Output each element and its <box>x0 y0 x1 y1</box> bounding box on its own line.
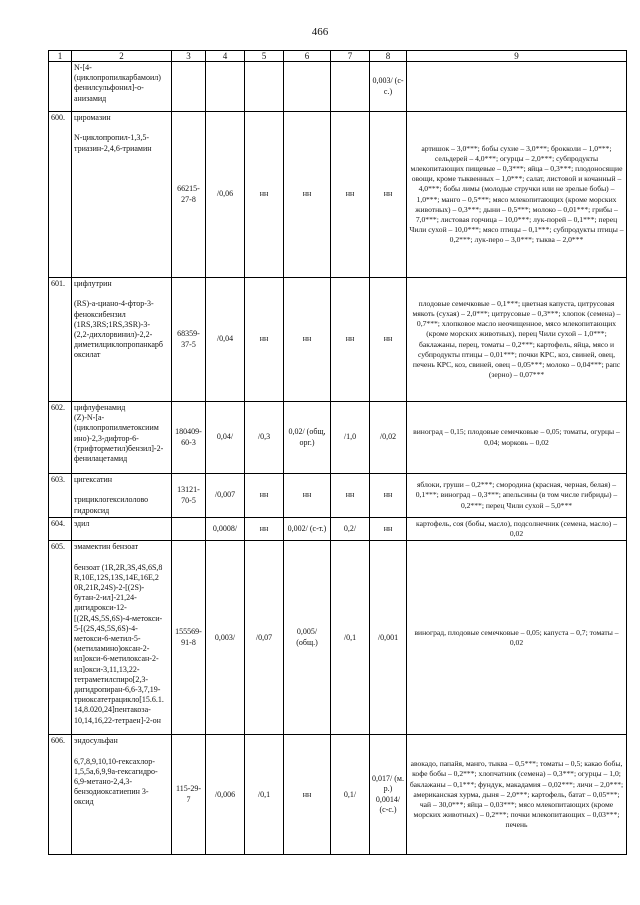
products-limits <box>407 62 627 112</box>
substance-name-line: анизамид <box>74 93 107 103</box>
substance-name-line: циромазин <box>74 113 111 122</box>
value-col-7: 0,1/ <box>331 735 370 855</box>
value-col-6: нн <box>284 474 331 518</box>
substance-name-line <box>74 123 169 133</box>
column-header: 6 <box>284 51 331 62</box>
column-header: 4 <box>206 51 245 62</box>
table-row <box>49 474 627 518</box>
substance-name-line <box>74 746 169 756</box>
residue-table <box>48 50 627 855</box>
substance-name-line: гидроксид <box>74 505 110 515</box>
value-col-6: нн <box>284 278 331 402</box>
substance-name-line: фенилсульфонил]-о- <box>74 83 144 93</box>
substance-name-line: диметилциклопропанкарб <box>74 340 163 350</box>
value-col-5: нн <box>245 474 284 518</box>
substance-name-line: трициклогексилолово <box>74 495 149 505</box>
value-col-6: 0,002/ (с-т.) <box>284 518 331 541</box>
substance-name-line: ил]окси-3,11,13,22- <box>74 664 140 674</box>
substance-name-line: (2,2-дихлорвинил)-2,2- <box>74 330 153 340</box>
substance-name-line: ил]окси-6-метилоксан-2- <box>74 654 159 664</box>
substance-name <box>72 278 172 402</box>
substance-name-line: бензодиоксатиепин 3- <box>74 787 149 797</box>
substance-name <box>72 402 172 474</box>
substance-name-line: (RS)-а-циано-4-фтор-3- <box>74 299 154 309</box>
cas-number: 68359-37-5 <box>172 278 206 402</box>
substance-name-line: цигексатин <box>74 475 113 484</box>
substance-name-line: тетраметилспиро[2,3- <box>74 674 149 684</box>
value-col-5: /0,07 <box>245 541 284 735</box>
row-number: 601. <box>49 278 72 402</box>
value-col-5: нн <box>245 112 284 278</box>
substance-name-line: R,10E,12S,13S,14E,16E,2 <box>74 572 159 582</box>
substance-name-line: эдил <box>74 519 90 528</box>
substance-name-line: бутан-2-ил]-21,24- <box>74 593 137 603</box>
table-row <box>49 62 627 112</box>
substance-name-line: 0R,21R,24S)-2-[(2S)- <box>74 583 145 592</box>
table-body <box>49 62 627 855</box>
value-col-5: /0,1 <box>245 735 284 855</box>
value-col-4 <box>206 62 245 112</box>
value-col-6: 0,02/ (общ, орг.) <box>284 402 331 474</box>
substance-name-line: [(2R,4S,5S,6S)-4-метокси- <box>74 613 163 623</box>
cas-number: 155569-91-8 <box>172 541 206 735</box>
products-limits: яблоки, груши – 0,2***; смородина (красная, черная, белая) – 0,1***; виноград – 0,3***; апельсины (в том числе гибриды) – 0,2***; перец Чили сухой – 5,0*** <box>407 474 627 518</box>
products-limits: виноград – 0,15; плодовые семечковые – 0,05; томаты, огурцы – 0,04; морковь – 0,02 <box>407 402 627 474</box>
value-col-5: /0,3 <box>245 402 284 474</box>
row-number <box>49 62 72 112</box>
substance-name-line: 14,8.020,24]пентакоза- <box>74 705 151 715</box>
substance-name-line: триазин-2,4,6-триамин <box>74 143 152 153</box>
substance-name-line <box>74 485 169 495</box>
substance-name-line: (Z)-N-[а- <box>74 413 105 423</box>
cas-number: 66215-27-8 <box>172 112 206 278</box>
substance-name-line: дигидрокси-12- <box>74 603 127 613</box>
value-col-4: /0,06 <box>206 112 245 278</box>
column-header: 5 <box>245 51 284 62</box>
substance-name-line: оксилат <box>74 350 101 360</box>
substance-name-line: (1RS,3RS;1RS,3SR)-3- <box>74 319 151 329</box>
value-col-7: /0,1 <box>331 541 370 735</box>
substance-name-line: 6,7,8,9,10,10-гексахлор- <box>74 756 155 766</box>
value-col-6 <box>284 62 331 112</box>
column-header: 8 <box>370 51 407 62</box>
substance-name-line: эмамектин бензоат <box>74 542 139 552</box>
substance-name <box>72 62 172 112</box>
value-col-8: 0,003/ (с-с.) <box>370 62 407 112</box>
value-col-8: нн <box>370 474 407 518</box>
column-header: 7 <box>331 51 370 62</box>
substance-name <box>72 474 172 518</box>
value-col-8: /0,001 <box>370 541 407 735</box>
value-col-7: нн <box>331 112 370 278</box>
substance-name-line: цифлутрин <box>74 279 112 288</box>
substance-name <box>72 541 172 735</box>
cas-number: 115-29-7 <box>172 735 206 855</box>
substance-name <box>72 735 172 855</box>
header-row <box>49 51 627 62</box>
value-col-8: /0,02 <box>370 402 407 474</box>
substance-name-line: фенилацетамид <box>74 454 128 464</box>
value-col-4: /0,006 <box>206 735 245 855</box>
substance-name-line: (циклопропилметоксиим <box>74 423 159 433</box>
value-col-7: 0,2/ <box>331 518 370 541</box>
row-number: 602. <box>49 402 72 474</box>
row-number: 604. <box>49 518 72 541</box>
value-col-8: 0,017/ (м. р.) 0,0014/ (с-с.) <box>370 735 407 855</box>
value-col-4: 0,0008/ <box>206 518 245 541</box>
substance-name-line <box>74 289 169 299</box>
table-row <box>49 278 627 402</box>
substance-name-line: (метиламино)оксан-2- <box>74 644 150 654</box>
substance-name-line: 6,9-метано-2,4,3- <box>74 777 133 786</box>
products-limits: плодовые семечковые – 0,1***; цветная капуста, цитрусовая мякоть (сухая) – 2,0***; цитрусовые – 0,3***; хлопок (семена) – 0,7***; хлопковое масло неочищенное, мясо млекопитающих (кроме морских животных), перец Чили сухой – 1,0***; баклажаны, перец, томаты – 0,2***; картофель, яйца, мясо и субпродукты птицы – 0,01***; почки КРС, коз, свиней, овец, печень КРС, коз, свиней, овец – 0,05***; молоко – 0,04***; рапс (зерно) – 0,07*** <box>407 278 627 402</box>
table-row <box>49 735 627 855</box>
products-limits: артишок – 3,0***; бобы сухие – 3,0***; брокколи – 1,0***; сельдерей – 4,0***; огурцы – 2,0***; субпродукты млекопитающих пищевые – 0,3***; яйца – 0,3***; плодоносящие овощи, кроме тыквенных – 1,0***; салат, листовой и кочанный – 4,0***; бобы лимы (молодые стручки или не зрелые бобы) – 1,0***; манго – 0,5***; мясо млекопитающих (кроме морских животных) – 0,3***; дыни – 0,5***; молоко – 0,01***; грибы – 7,0***; листовая горчица – 10,0***; лук-порей – 0,1***; перец Чили сухой – 10,0***; мясо птицы – 0,1***; субпродукты птицы – 0,2***; лук-перо – 3,0***; тыква – 2,0*** <box>407 112 627 278</box>
cas-number <box>172 62 206 112</box>
substance-name-line: 10,14,16,22-тетраен]-2-он <box>74 715 161 725</box>
products-limits: виноград, плодовые семечковые – 0,05; капуста – 0,7; томаты – 0,02 <box>407 541 627 735</box>
substance-name-line: 5-[(2S,4S,5S,6S)-4- <box>74 623 138 633</box>
row-number: 600. <box>49 112 72 278</box>
value-col-6: нн <box>284 735 331 855</box>
value-col-4: 0,04/ <box>206 402 245 474</box>
row-number: 603. <box>49 474 72 518</box>
substance-name <box>72 112 172 278</box>
substance-name-line: оксид <box>74 797 94 807</box>
page-number: 466 <box>311 26 329 38</box>
substance-name-line: N-[4- <box>74 63 92 72</box>
value-col-8: нн <box>370 518 407 541</box>
cas-number <box>172 518 206 541</box>
table-row <box>49 541 627 735</box>
value-col-7: нн <box>331 278 370 402</box>
value-col-7: нн <box>331 474 370 518</box>
substance-name-line: дигидропиран-6,6-3,7,19- <box>74 685 161 695</box>
substance-name-line: метокси-6-метил-5- <box>74 634 141 644</box>
value-col-7 <box>331 62 370 112</box>
value-col-7: /1,0 <box>331 402 370 474</box>
value-col-5 <box>245 62 284 112</box>
value-col-8: нн <box>370 112 407 278</box>
column-header: 9 <box>407 51 627 62</box>
value-col-4: 0,003/ <box>206 541 245 735</box>
cas-number: 13121-70-5 <box>172 474 206 518</box>
substance-name-line: (циклопропилкарбамоил) <box>74 73 161 83</box>
row-number: 606. <box>49 735 72 855</box>
value-col-5: нн <box>245 518 284 541</box>
substance-name-line: ино)-2,3-дифтор-6- <box>74 433 139 443</box>
value-col-4: /0,007 <box>206 474 245 518</box>
row-number: 605. <box>49 541 72 735</box>
value-col-6: нн <box>284 112 331 278</box>
substance-name-line: феноксибензил <box>74 309 126 319</box>
substance-name <box>72 518 172 541</box>
value-col-6: 0,005/ (общ.) <box>284 541 331 735</box>
products-limits: авокадо, папайя, манго, тыква – 0,5***; томаты – 0,5; какао бобы, кофе бобы – 0,2***; хлопчатник (семена) – 0,3***; огурцы – 1,0; баклажаны – 0,1***; фундук, макадамия – 0,02***; личи – 2,0***; американская хурма, дыня – 2,0***; картофель, батат – 0,05***; чай – 30,0***; яйца – 0,03***; мясо млекопитающих (кроме морских животных) – 0,2***; почки млекопитающих – 0,03***; печень <box>407 735 627 855</box>
substance-name-line: триоксатетрацикло[15.6.1. <box>74 695 164 705</box>
column-header: 2 <box>72 51 172 62</box>
substance-name-line: 1,5,5a,6,9,9a-гексагидро- <box>74 766 158 776</box>
substance-name-line: (трифторметил)бензил]-2- <box>74 443 164 453</box>
substance-name-line <box>74 552 169 562</box>
cas-number: 180409-60-3 <box>172 402 206 474</box>
value-col-8: нн <box>370 278 407 402</box>
table-row <box>49 402 627 474</box>
value-col-5: нн <box>245 278 284 402</box>
products-limits: картофель, соя (бобы, масло), подсолнечник (семена, масло) – 0,02 <box>407 518 627 541</box>
value-col-4: /0,04 <box>206 278 245 402</box>
table-row <box>49 112 627 278</box>
column-header: 1 <box>49 51 72 62</box>
table-row <box>49 518 627 541</box>
column-header: 3 <box>172 51 206 62</box>
substance-name-line: цифлуфенамид <box>74 403 126 412</box>
substance-name-line: эндосульфан <box>74 736 118 746</box>
substance-name-line: бензоат (1R,2R,3S,4S,6S,8 <box>74 562 163 572</box>
substance-name-line: N-циклопропил-1,3,5- <box>74 133 150 143</box>
